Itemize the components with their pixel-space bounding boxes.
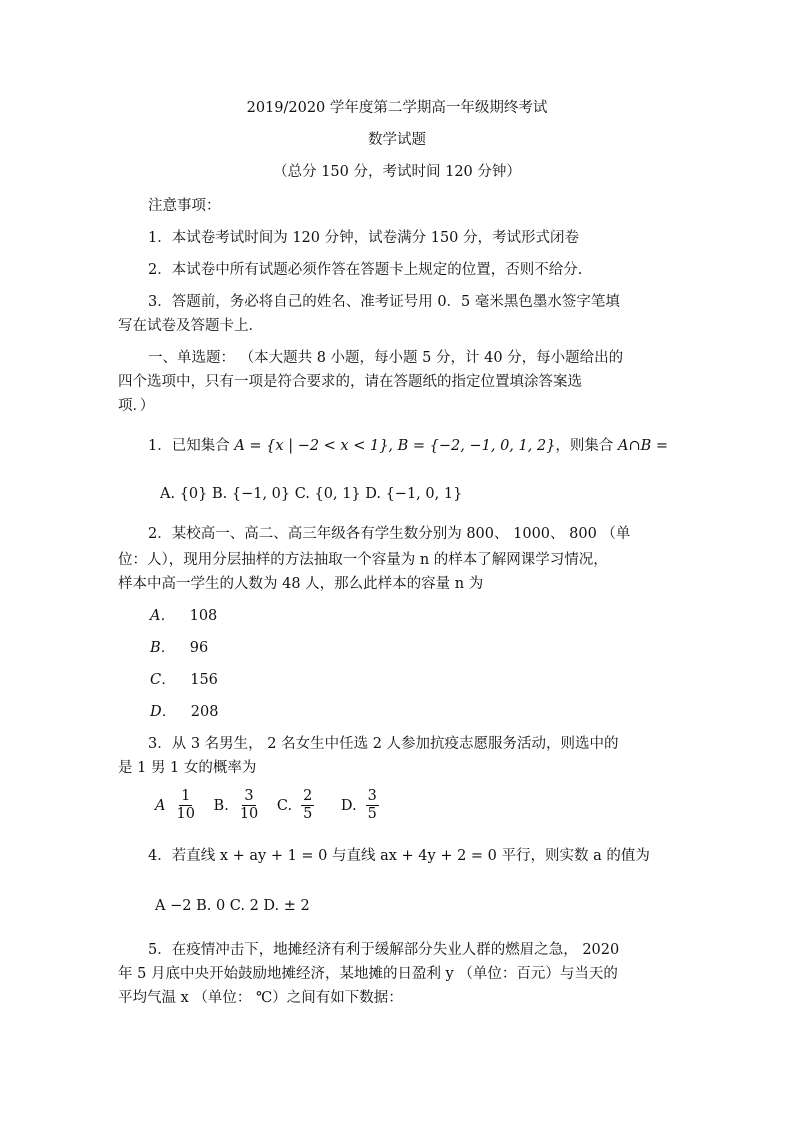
- question-2-stem-line: 样本中高一学生的人数为 48 人，那么此样本的容量 n 为: [118, 576, 484, 592]
- numerator: 3: [244, 788, 254, 804]
- note-item: 2．本试卷中所有试题必须作答在答题卡上规定的位置，否则不给分.: [148, 262, 583, 278]
- question-1-options: A. {0} B. {−1, 0} C. {0, 1} D. {−1, 0, 1}: [160, 486, 463, 502]
- option-value: 208: [190, 704, 219, 720]
- option-value: 108: [189, 608, 218, 624]
- exam-title: 2019/2020 学年度第二学期高一年级期终考试: [246, 100, 548, 116]
- option-letter: C.: [276, 797, 293, 814]
- exam-info: （总分 150 分，考试时间 120 分钟）: [273, 164, 521, 180]
- question-3-options: [155, 788, 391, 823]
- question-2-option-c: [150, 670, 218, 690]
- option-letter: B．: [150, 640, 176, 656]
- note-item: 3．答题前，务必将自己的姓名、准考证号用 0．5 毫米黑色墨水签字笔填: [148, 294, 620, 310]
- q1-text: ，则集合: [555, 438, 619, 454]
- option-letter: C．: [150, 672, 176, 688]
- option-letter: A: [155, 797, 166, 814]
- question-3-stem: 3．从 3 名男生， 2 名女生中任选 2 人参加抗疫志愿服务活动，则选中的: [148, 736, 619, 752]
- question-5-stem-line: 年 5 月底中央开始鼓励地摊经济，某地摊的日盈利 y （单位：百元）与当天的: [118, 966, 618, 982]
- option-value: 96: [189, 640, 209, 656]
- q1-math: A∩B =: [618, 438, 669, 454]
- option-letter: A．: [150, 608, 175, 624]
- section-heading-line: 四个选项中，只有一项是符合要求的，请在答题纸的指定位置填涂答案选: [118, 374, 582, 390]
- option-letter: D．: [150, 704, 177, 720]
- option-letter: B.: [213, 797, 229, 814]
- subject-title: 数学试题: [368, 132, 426, 148]
- fraction: [301, 788, 320, 823]
- question-3-stem-line: 是 1 男 1 女的概率为: [118, 760, 257, 776]
- numerator: 1: [181, 788, 191, 804]
- numerator: 2: [303, 788, 313, 804]
- section-heading: 一、单选题： （本大题共 8 小题，每小题 5 分，计 40 分，每小题给出的: [148, 350, 624, 366]
- question-2-option-a: [150, 606, 217, 626]
- note-item: 1．本试卷考试时间为 120 分钟，试卷满分 150 分，考试形式闭卷: [148, 230, 580, 246]
- fraction: [366, 788, 385, 823]
- note-item: 写在试卷及答题卡上．: [118, 318, 263, 334]
- fraction: [238, 788, 266, 823]
- q1-text: 1．已知集合: [148, 438, 235, 454]
- question-2-stem: 2．某校高一、高二、高三年级各有学生数分别为 800、 1000、 800 （单: [148, 526, 631, 542]
- question-2-stem-line: 位：人），现用分层抽样的方法抽取一个容量为 n 的样本了解网课学习情况，: [118, 552, 608, 568]
- denominator: 10: [176, 806, 195, 822]
- fraction: [174, 788, 202, 823]
- option-value: 156: [190, 672, 218, 688]
- question-1-stem: [148, 436, 668, 456]
- option-letter: D.: [340, 797, 357, 814]
- question-5-stem: 5．在疫情冲击下，地摊经济有利于缓解部分失业人群的燃眉之急， 2020: [148, 942, 620, 958]
- question-5-stem-line: 平均气温 x （单位： ℃）之间有如下数据：: [118, 990, 403, 1006]
- question-4-stem: 4．若直线 x + ay + 1 = 0 与直线 ax + 4y + 2 = 0 平行，则实数 a 的值为: [148, 848, 650, 864]
- question-2-option-d: [150, 702, 218, 722]
- section-heading-line: 项．）: [118, 398, 155, 414]
- denominator: 10: [239, 806, 259, 822]
- question-4-options: A −2 B. 0 C. 2 D. ± 2: [155, 898, 310, 914]
- question-2-option-b: [150, 638, 208, 658]
- q1-math: A = {x | −2 < x < 1}, B = {−2, −1, 0, 1, 2}: [234, 438, 556, 454]
- notes-heading: 注意事项：: [148, 198, 221, 214]
- denominator: 5: [367, 806, 377, 822]
- denominator: 5: [303, 806, 313, 822]
- numerator: 3: [367, 788, 377, 804]
